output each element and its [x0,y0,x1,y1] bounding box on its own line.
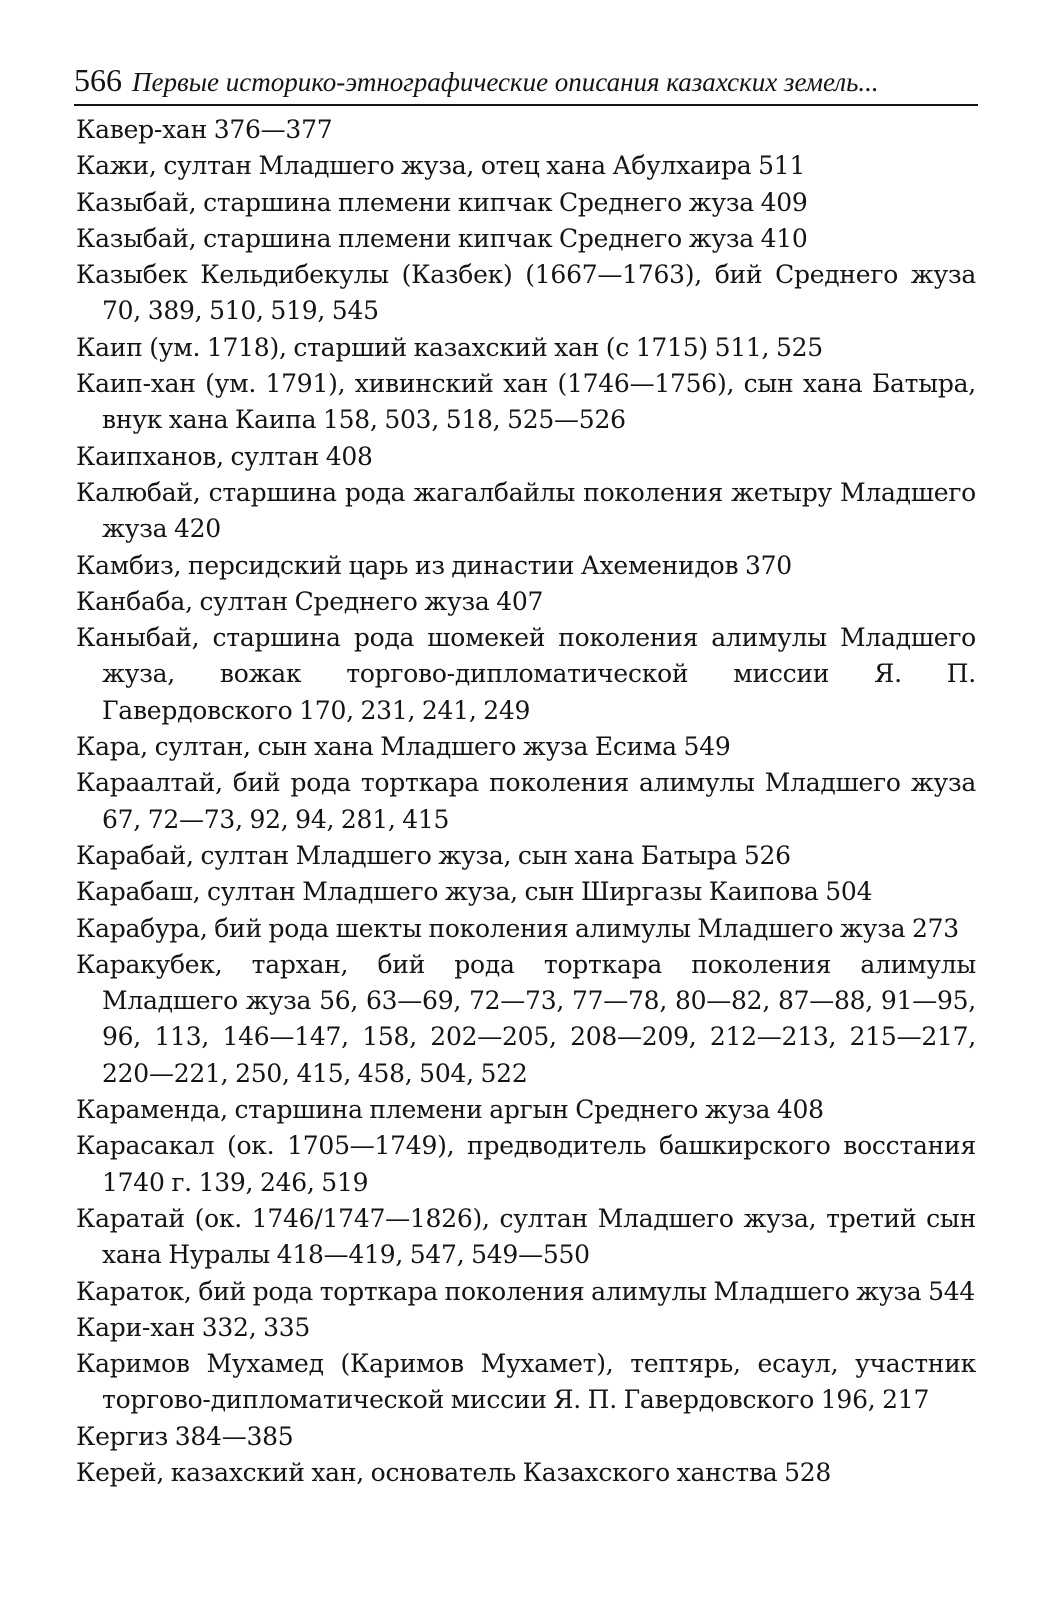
index-entry [76,1346,976,1419]
entry-name: Кавер-хан [76,115,207,144]
entry-description: старшина племени кипчак Среднего жуза [203,223,754,253]
entry-description: султан Младшего жуза, отец хана Абулхаира [163,151,752,181]
index-entry [76,439,976,475]
entry-pages: 528 [784,1457,832,1487]
entry-pages: 504 [825,877,873,907]
entry-description: старшина рода шомекей поколения алимулы Младшего жуза, вожак торгово-дипломатической миссии Я. П. Гавердовского [102,623,976,725]
entry-pages: 526 [743,840,791,870]
entry-name: Казыбай, [76,223,197,253]
entry-description: старшина рода жагалбайлы поколения жетыру Младшего жуза [102,477,976,544]
name-index [76,112,976,1491]
index-entry [76,221,976,257]
entry-pages: 511 [758,151,806,181]
index-entry [76,838,976,874]
entry-description: бий рода торткара поколения алимулы Младшего жуза [198,1276,922,1306]
index-entry [76,148,976,184]
entry-pages: 409 [760,187,808,217]
index-entry [76,584,976,620]
index-entry [76,1455,976,1491]
entry-description: бий рода торткара поколения алимулы Младшего жуза [232,768,976,798]
entry-description: (ок. 1746/1747—1826), султан Младшего жуза, третий сын хана Нуралы [102,1203,976,1270]
entry-description: (1667—1763), бий Среднего жуза [525,260,976,290]
index-entry [76,112,976,148]
page-number: 566 [74,62,122,98]
index-entry [76,620,976,729]
entry-description: султан Среднего жуза [199,586,490,616]
entry-description: султан Младшего жуза, сын Ширгазы Каипова [207,877,819,907]
index-entry [76,1092,976,1128]
entry-description: султан Младшего жуза, сын хана Батыра [200,840,738,870]
index-entry [76,1201,976,1274]
entry-name: Каипханов, [76,441,224,471]
running-head [74,62,950,102]
index-entry [76,874,976,910]
running-title: Первые историко-этнографические описания казахских земель... [132,67,879,97]
index-entry [76,1419,976,1455]
entry-name: Кари-хан [76,1312,196,1342]
entry-name: Каип-хан [76,369,196,399]
entry-name: Караалтай, [76,768,223,798]
entry-name: Камбиз, [76,550,182,580]
index-entry [76,765,976,838]
entry-name: Карабай, [76,840,194,870]
entry-name: Каныбай, [76,623,200,653]
entry-name: Кажи, [76,151,157,181]
entry-pages: 332, 335 [201,1312,311,1342]
entry-name: Караменда, [76,1095,228,1125]
entry-pages: 420 [173,514,221,544]
entry-pages: 408 [776,1095,824,1125]
index-entry [76,257,976,330]
entry-description: старшина племени аргын Среднего жуза [234,1095,771,1125]
entry-name: Каратай [76,1203,185,1233]
entry-name: Казыбек Кельдибекулы (Казбек) [76,260,513,290]
entry-name: Каракубек, [76,949,223,979]
entry-name: Караток, [76,1276,192,1306]
entry-pages: 170, 231, 241, 249 [299,695,531,725]
entry-name: Карабура, [76,913,208,943]
entry-description: (ум. 1718), старший казахский хан (с 1715) [149,332,708,362]
entry-description: тархан, бий рода торткара поколения алимулы Младшего жуза [102,949,976,1016]
entry-name: Кергиз [76,1421,169,1451]
entry-name: Канбаба, [76,586,193,616]
entry-pages: 139, 246, 519 [198,1167,369,1197]
index-entry [76,1128,976,1201]
entry-pages: 511, 525 [714,332,823,362]
header-rule [74,104,978,106]
entry-pages: 67, 72—73, 92, 94, 281, 415 [102,804,450,834]
entry-name: Калюбай, [76,477,201,507]
entry-description: (ум. 1791), хивинский хан (1746—1756), сын хана Батыра, внук хана Каипа [102,369,977,435]
entry-name: Каримов Мухамед (Каримов Мухамет), [76,1349,614,1379]
entry-pages: 410 [760,223,808,253]
entry-pages: 408 [325,441,373,471]
entry-pages: 376—377 [213,115,333,144]
entry-description: персидский царь из династии Ахеменидов [187,550,739,580]
entry-pages: 196, 217 [820,1385,930,1415]
index-entry [76,366,976,439]
entry-pages: 158, 503, 518, 525—526 [322,405,626,435]
index-entry [76,548,976,584]
entry-description: старшина племени кипчак Среднего жуза [203,187,754,217]
entry-description: султан, сын хана Младшего жуза Есима [154,732,677,762]
entry-pages: 370 [745,550,792,580]
entry-description: бий рода шекты поколения алимулы Младшего жуза [214,913,906,943]
entry-name: Карасакал [76,1131,215,1161]
entry-pages: 544 [928,1276,976,1306]
entry-description: (ок. 1705—1749), предводитель башкирского восстания 1740 г. [102,1131,976,1197]
entry-description: султан [230,441,320,471]
entry-pages: 384—385 [174,1421,294,1451]
entry-pages: 56, 63—69, 72—73, 77—78, 80—82, 87—88, 91—95, 96, 113, 146—147, 158, 202—205, 208—209, 212—213, 215—217, 220—221, 250, 415, 458, 504, 522 [102,986,976,1088]
index-entry [76,475,976,548]
entry-pages: 70, 389, 510, 519, 545 [102,296,379,326]
index-entry [76,185,976,221]
index-entry [76,330,976,366]
entry-description: тептярь, есаул, участник торгово-дипломатической миссии Я. П. Гавердовского [102,1349,976,1415]
entry-description: казахский хан, основатель Казахского ханства [170,1457,778,1487]
index-entry [76,911,976,947]
entry-pages: 407 [496,586,544,616]
entry-name: Кара, [76,732,148,762]
entry-pages: 418—419, 547, 549—550 [276,1240,590,1270]
entry-name: Казыбай, [76,187,197,217]
index-entry [76,729,976,765]
entry-name: Карабаш, [76,877,201,907]
index-entry [76,947,976,1092]
index-entry [76,1310,976,1346]
entry-name: Керей, [76,1457,165,1487]
entry-name: Каип [76,332,143,362]
entry-pages: 273 [912,913,959,943]
index-entry [76,1274,976,1310]
entry-pages: 549 [683,732,731,762]
